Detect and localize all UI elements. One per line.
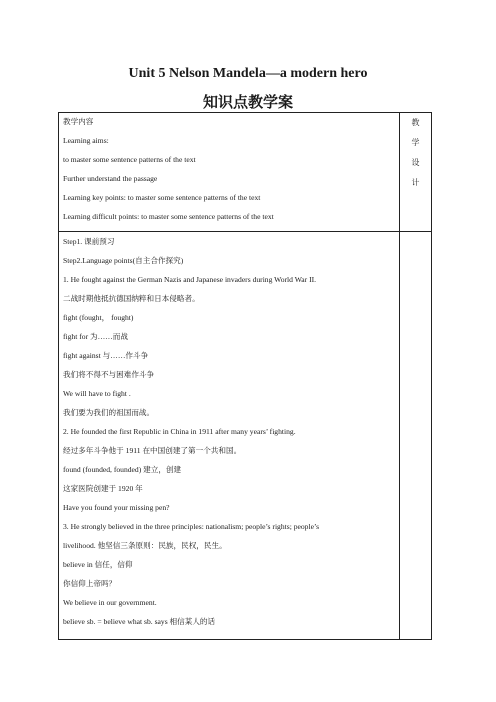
body-line-point3-cont: livelihood. 他坚信三条原则：民族，民权，民生。 (63, 541, 227, 550)
side-char-3: 设 (411, 158, 420, 167)
body-line-step1: Step1. 课前预习 (63, 237, 115, 246)
body-line-point3: 3. He strongly believed in the three principles: nationalism; people’s rights; people’s (63, 522, 320, 531)
body-line-step2: Step2.Language points(自主合作探究) (63, 256, 184, 265)
body-line-exercise-cn-1: 我们将不得不与困难作斗争 (63, 370, 155, 379)
body-line-exercise-cn-2: 我们要为我们的祖国而战。 (63, 408, 155, 417)
side-char-2: 学 (411, 138, 420, 147)
header-line-aim-2: Further understand the passage (63, 174, 158, 183)
body-line-exercise-en-1: We will have to fight . (63, 389, 131, 398)
side-char-4: 计 (411, 178, 420, 187)
header-line-key-points: Learning key points: to master some sentence patterns of the text (63, 193, 261, 202)
body-line-point2: 2. He founded the first Republic in China in 1911 after many years’ fighting. (63, 427, 296, 436)
body-line-found-forms: found (founded, founded) 建立，创建 (63, 465, 182, 474)
document-title: Unit 5 Nelson Mandela—a modern hero (128, 66, 368, 81)
table-row-divider (59, 231, 431, 232)
body-line-fight-for: fight for 为……而战 (63, 332, 128, 341)
body-line-point1-cn: 二战时期他抵抗德国纳粹和日本侵略者。 (63, 294, 200, 303)
body-line-point1: 1. He fought against the German Nazis and Japanese invaders during World War II. (63, 275, 317, 284)
body-line-point2-cn: 经过多年斗争他于 1911 在中国创建了第一个共和国。 (63, 446, 242, 455)
side-char-1: 教 (411, 118, 420, 127)
body-line-believe-in: believe in 信任，信仰 (63, 560, 133, 569)
header-line-difficult-points: Learning difficult points: to master some sentence patterns of the text (63, 212, 274, 221)
body-line-exercise-cn-4: 你信仰上帝吗？ (63, 579, 117, 588)
header-line-aims: Learning aims: (63, 136, 109, 145)
lesson-plan-table (58, 112, 432, 640)
body-line-believe-sb: believe sb. = believe what sb. says 相信某人的话 (63, 617, 216, 626)
document-subtitle: 知识点教学案 (202, 93, 293, 111)
table-column-divider (399, 113, 400, 639)
body-line-exercise-cn-3: 这家医院创建于 1920 年 (63, 484, 143, 493)
body-line-fight-against: fight against 与……作斗争 (63, 351, 149, 360)
body-line-exercise-en-2: Have you found your missing pen? (63, 503, 170, 512)
header-line-aim-1: to master some sentence patterns of the text (63, 155, 196, 164)
header-line-content: 教学内容 (63, 117, 94, 126)
body-line-exercise-en-3: We believe in our government. (63, 598, 157, 607)
body-line-fight-forms: fight (fought， fought) (63, 313, 134, 322)
